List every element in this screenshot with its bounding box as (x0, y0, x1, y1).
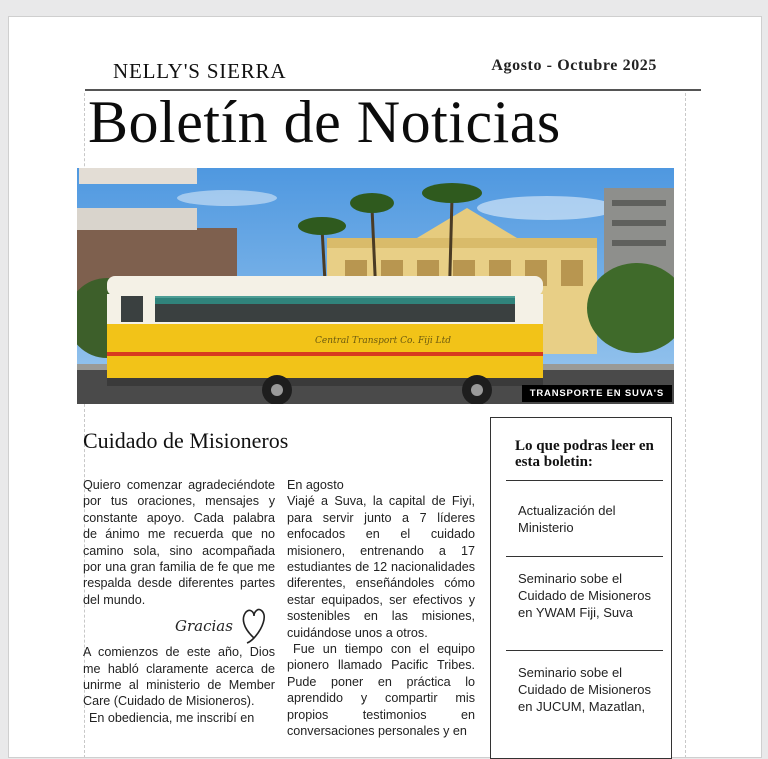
bus-street-scene (77, 168, 674, 404)
signature-block (83, 608, 275, 644)
bus-sign-text: Central Transport Co. Fiji Ltd (315, 336, 451, 346)
contents-sidebar (490, 417, 672, 759)
paragraph: Fue un tiempo con el equipo pionero llamado Pacific Tribes. Pude poner en práctica lo aprendido y compartir mis propios testimonios en conversaciones personales y en (287, 642, 475, 739)
article-column-2 (287, 477, 475, 740)
sidebar-item: Actualización del Ministerio (518, 503, 616, 535)
sidebar-item: Seminario sobe el Cuidado de Misioneros en JUCUM, Mazatlan, (518, 665, 651, 714)
sidebar-heading: Lo que podras leer en esta boletin: (515, 438, 654, 470)
divider (506, 480, 663, 481)
signature-text: Gracias (175, 617, 233, 636)
paragraph: A comienzos de este año, Dios me habló claramente acerca de unirme al ministerio de Member Care (Cuidado de Misioneros). (83, 645, 275, 709)
brand-name: NELLY'S SIERRA (113, 59, 287, 83)
heart-icon (239, 604, 269, 644)
photo-caption: TRANSPORTE EN SUVA'S (522, 385, 672, 402)
paragraph: Viajé a Suva, la capital de Fiyi, para servir junto a 7 líderes enfocados en el cuidado misionero, entrenando a 17 estudiantes de 12 nacionalidades diferentes, enseñándoles cómo estar equipados, ser efectivos y sostenibles en las misiones, cuidándose unos a otros. (287, 494, 475, 640)
divider (506, 556, 663, 557)
paragraph-lead: En agosto (287, 478, 344, 492)
sidebar-item: Seminario sobe el Cuidado de Misioneros en YWAM Fiji, Suva (518, 571, 651, 620)
divider (506, 650, 663, 651)
article-headline: Cuidado de Misioneros (83, 428, 289, 453)
issue-date: Agosto - Octubre 2025 (491, 57, 657, 74)
paragraph: Quiero comenzar agradeciéndote por tus oraciones, mensajes y constante apoyo. Cada palabra de ánimo me recuerda que no camino sola, sino acompañada por una gran familia de fe que me respalda desde diferentes partes del mundo. (83, 478, 275, 607)
masthead (85, 47, 701, 91)
newsletter-title: Boletín de Noticias (88, 89, 561, 155)
paragraph: En obediencia, me inscribí en (89, 710, 255, 725)
hero-photo (77, 168, 674, 404)
article-column-1 (83, 477, 275, 726)
